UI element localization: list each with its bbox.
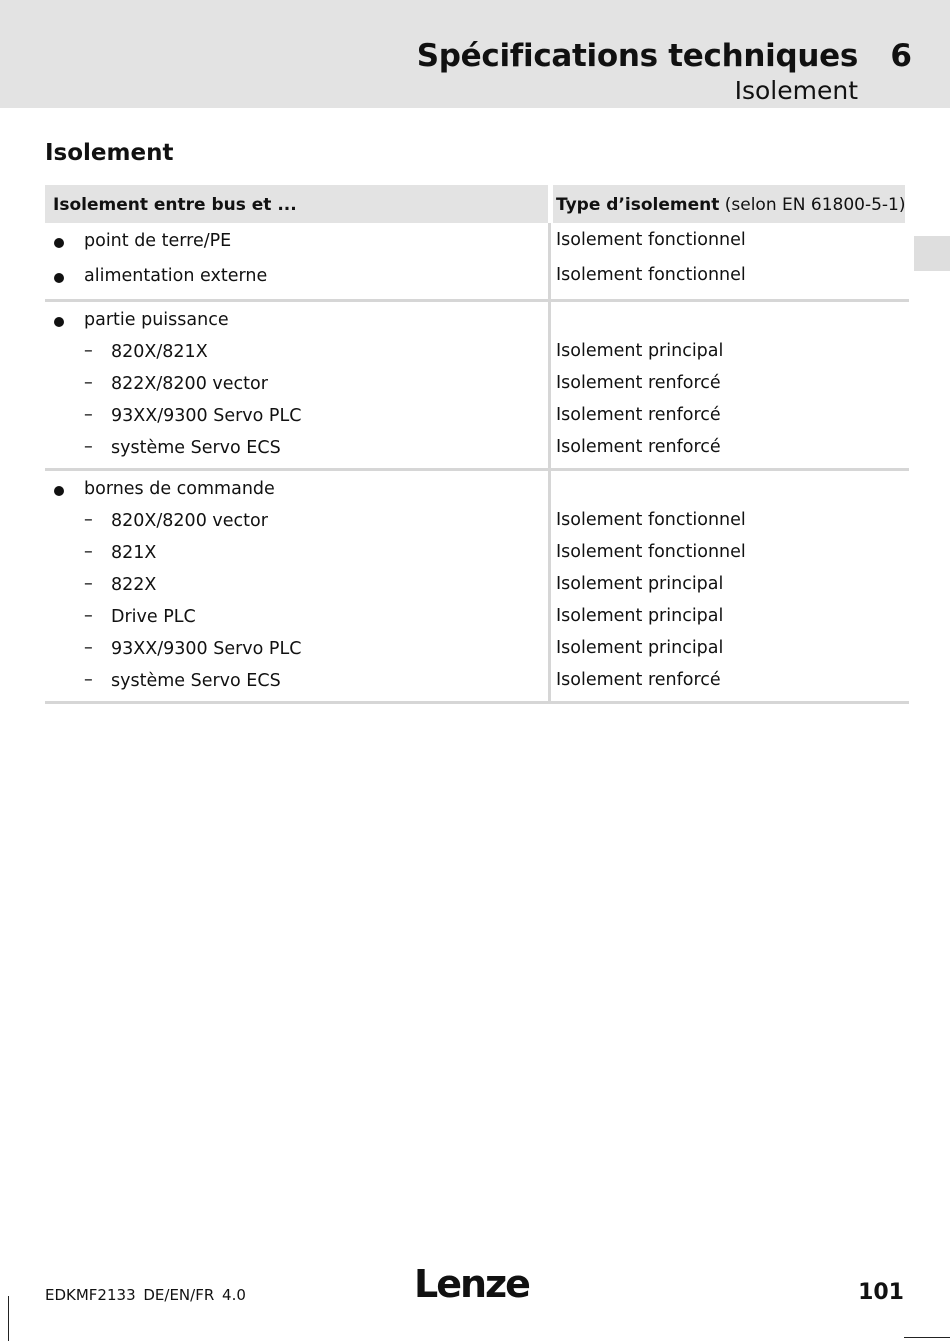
isolation-type: Isolement renforcé xyxy=(556,373,721,393)
row-label: alimentation externe xyxy=(84,266,268,286)
isolation-type: Isolement fonctionnel xyxy=(556,510,746,530)
crop-mark xyxy=(904,1337,950,1338)
dash-marker: – xyxy=(84,542,93,562)
isolation-table xyxy=(45,185,909,704)
lenze-logo: Lenze xyxy=(414,1262,529,1306)
chapter-title: Spécifications techniques xyxy=(416,38,858,74)
table-group xyxy=(45,302,909,471)
bullet-icon xyxy=(54,238,64,248)
row-label: 822X/8200 vector xyxy=(111,374,268,394)
isolation-type: Isolement principal xyxy=(556,341,724,361)
table-row xyxy=(45,570,909,602)
table-group xyxy=(45,223,909,302)
table-row xyxy=(45,401,909,433)
table-row xyxy=(45,337,909,369)
table-body xyxy=(45,223,909,704)
isolation-type: Isolement renforcé xyxy=(556,405,721,425)
row-label: système Servo ECS xyxy=(111,438,281,458)
table-row xyxy=(45,634,909,666)
table-row xyxy=(45,506,909,538)
dash-marker: – xyxy=(84,574,93,594)
chapter-side-tab xyxy=(914,236,950,271)
table-header xyxy=(45,185,909,223)
isolation-type: Isolement principal xyxy=(556,606,724,626)
bullet-icon xyxy=(54,317,64,327)
column-header-type-bold: Type d’isolement xyxy=(556,195,720,215)
isolation-type: Isolement fonctionnel xyxy=(556,265,746,285)
isolation-type: Isolement principal xyxy=(556,638,724,658)
document-reference: EDKMF2133 DE/EN/FR 4.0 xyxy=(45,1286,246,1304)
table-row xyxy=(45,538,909,570)
row-label: partie puissance xyxy=(84,310,229,330)
row-label: 820X/821X xyxy=(111,342,208,362)
dash-marker: – xyxy=(84,437,93,457)
dash-marker: – xyxy=(84,670,93,690)
table-row xyxy=(45,226,909,261)
table-group xyxy=(45,471,909,704)
column-header-type xyxy=(553,185,905,223)
dash-marker: – xyxy=(84,606,93,626)
column-header-bus: Isolement entre bus et ... xyxy=(45,185,548,223)
dash-marker: – xyxy=(84,510,93,530)
isolation-type: Isolement renforcé xyxy=(556,437,721,457)
table-row xyxy=(45,602,909,634)
isolation-type: Isolement principal xyxy=(556,574,724,594)
row-label: 821X xyxy=(111,543,157,563)
row-label: bornes de commande xyxy=(84,479,275,499)
section-heading: Isolement xyxy=(45,140,174,166)
table-row xyxy=(45,369,909,401)
row-label: 93XX/9300 Servo PLC xyxy=(111,639,302,659)
header-band xyxy=(0,0,950,108)
chapter-number: 6 xyxy=(890,38,912,74)
table-row xyxy=(45,261,909,296)
table-row xyxy=(45,433,909,465)
bullet-icon xyxy=(54,486,64,496)
dash-marker: – xyxy=(84,341,93,361)
row-label: 822X xyxy=(111,575,157,595)
column-header-type-norm: (selon EN 61800-5-1) xyxy=(724,195,906,215)
row-label: Drive PLC xyxy=(111,607,196,627)
dash-marker: – xyxy=(84,405,93,425)
page-number: 101 xyxy=(858,1280,904,1305)
table-row xyxy=(45,305,909,337)
isolation-type: Isolement fonctionnel xyxy=(556,542,746,562)
table-row xyxy=(45,666,909,698)
row-label: 93XX/9300 Servo PLC xyxy=(111,406,302,426)
dash-marker: – xyxy=(84,373,93,393)
crop-mark xyxy=(8,1296,9,1341)
bullet-icon xyxy=(54,273,64,283)
dash-marker: – xyxy=(84,638,93,658)
isolation-type: Isolement renforcé xyxy=(556,670,721,690)
chapter-subtitle: Isolement xyxy=(734,76,858,105)
table-row xyxy=(45,474,909,506)
isolation-type: Isolement fonctionnel xyxy=(556,230,746,250)
row-label: système Servo ECS xyxy=(111,671,281,691)
row-label: 820X/8200 vector xyxy=(111,511,268,531)
row-label: point de terre/PE xyxy=(84,231,232,251)
